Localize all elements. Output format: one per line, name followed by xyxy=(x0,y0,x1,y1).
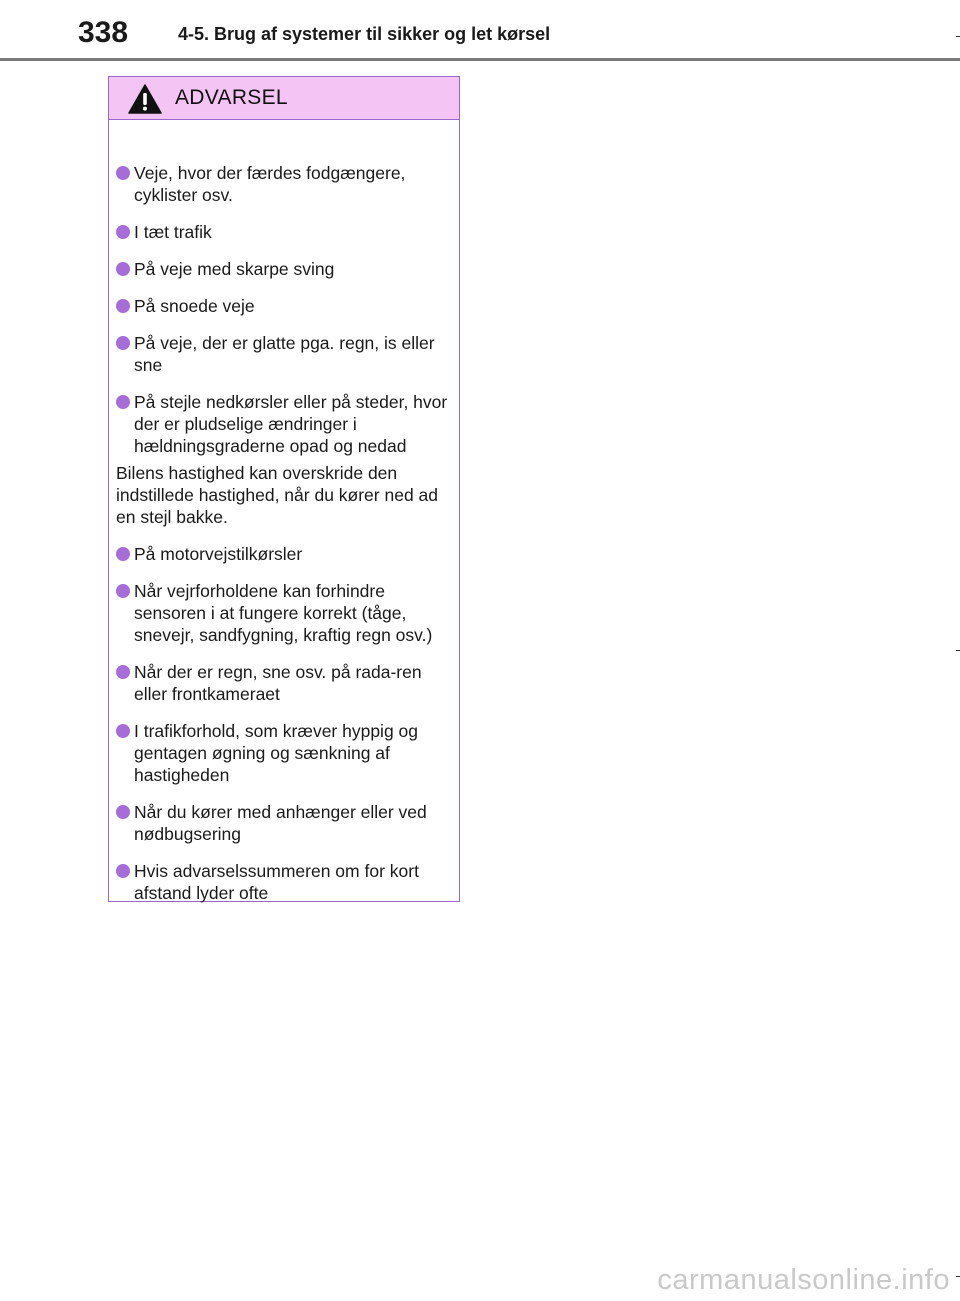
bullet-icon xyxy=(116,225,130,239)
list-item xyxy=(116,258,451,280)
list-item-text: I trafikforhold, som kræver hyppig og gentagen øgning og sænkning af hastigheden xyxy=(134,721,419,785)
page-header xyxy=(0,0,960,62)
bullet-icon xyxy=(116,262,130,276)
list-item xyxy=(116,332,451,376)
list-item-text: Veje, hvor der færdes fodgængere, cyklister osv. xyxy=(134,163,406,205)
list-item xyxy=(116,391,451,457)
bullet-icon xyxy=(116,299,130,313)
warning-note: Bilens hastighed kan overskride den indstillede hastighed, når du kører ned ad en stejl bakke. xyxy=(116,463,439,527)
list-item-text: I tæt trafik xyxy=(134,222,212,242)
list-item xyxy=(116,860,451,904)
list-item xyxy=(116,720,451,786)
warning-body xyxy=(109,120,459,904)
section-title: 4-5. Brug af systemer til sikker og let kørsel xyxy=(178,24,551,44)
list-item-text: På snoede veje xyxy=(134,296,255,316)
margin-mark xyxy=(956,650,960,651)
list-item-text: Når der er regn, sne osv. på rada-ren eller frontkameraet xyxy=(134,662,422,704)
list-item-text: På veje, der er glatte pga. regn, is eller sne xyxy=(134,333,435,375)
warning-box xyxy=(108,76,460,902)
list-item-text: På stejle nedkørsler eller på steder, hvor der er pludselige ændringer i hældningsgraderne opad og nedad xyxy=(134,392,448,456)
watermark-text: carmanualsonline.info xyxy=(657,1264,950,1296)
bullet-icon xyxy=(116,584,130,598)
list-item xyxy=(116,543,451,565)
margin-mark xyxy=(956,36,960,37)
header-divider xyxy=(0,58,960,61)
bullet-icon xyxy=(116,805,130,819)
list-item xyxy=(116,221,451,243)
bullet-icon xyxy=(116,665,130,679)
margin-mark xyxy=(956,1276,960,1277)
bullet-icon xyxy=(116,864,130,878)
list-item xyxy=(116,295,451,317)
list-item-text: Når vejrforholdene kan forhindre sensoren i at fungere korrekt (tåge, snevejr, sandfygning, kraftig regn osv.) xyxy=(134,581,433,645)
warning-list-1 xyxy=(116,162,451,457)
list-item xyxy=(116,162,451,206)
bullet-icon xyxy=(116,336,130,350)
list-item xyxy=(116,801,451,845)
list-item xyxy=(116,661,451,705)
warning-list-2 xyxy=(116,543,451,904)
warning-header xyxy=(109,77,459,120)
bullet-icon xyxy=(116,547,130,561)
bullet-icon xyxy=(116,166,130,180)
list-item-text: Hvis advarselssummeren om for kort afstand lyder ofte xyxy=(134,861,419,903)
page-number: 338 xyxy=(78,16,129,49)
list-item-text: Når du kører med anhænger eller ved nødbugsering xyxy=(134,802,427,844)
list-item-text: På veje med skarpe sving xyxy=(134,259,335,279)
warning-triangle-icon xyxy=(128,84,162,114)
bullet-icon xyxy=(116,395,130,409)
list-item xyxy=(116,580,451,646)
bullet-icon xyxy=(116,724,130,738)
warning-title: ADVARSEL xyxy=(175,86,288,109)
list-item-text: På motorvejstilkørsler xyxy=(134,544,303,564)
